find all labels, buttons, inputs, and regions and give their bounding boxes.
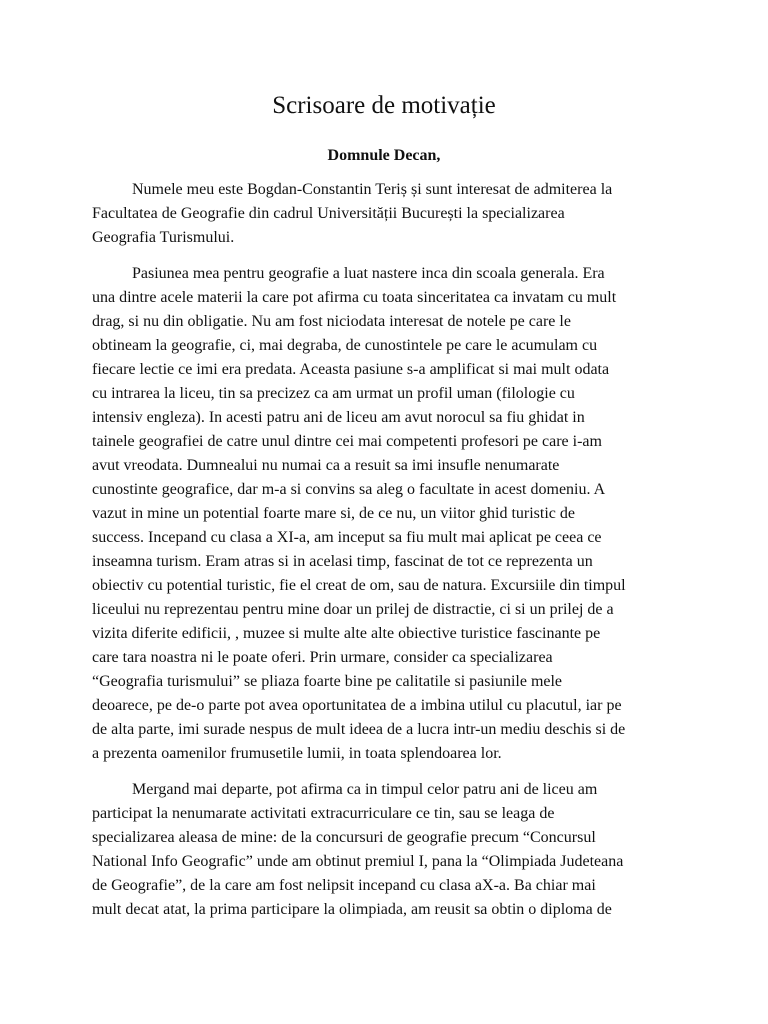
paragraph-line: participat la nenumarate activitati extracurriculare ce tin, sau se leaga de [92, 805, 555, 822]
paragraph-line: Mergand mai departe, pot afirma ca in timpul celor patru ani de liceu am [132, 781, 598, 798]
paragraph-line: inseamna turism. Eram atras si in acelasi timp, fascinat de tot ce reprezenta un [92, 553, 593, 570]
paragraph-line: una dintre acele materii la care pot afirma cu toata sinceritatea ca invatam cu mult [92, 289, 617, 306]
paragraph-line: de Geografie”, de la care am fost nelipsit incepand cu clasa aX-a. Ba chiar mai [92, 877, 596, 894]
paragraph-line: liceului nu reprezentau pentru mine doar un prilej de distractie, ci si un prilej de a [92, 601, 614, 618]
paragraph-line: success. Incepand cu clasa a XI-a, am inceput sa fiu mult mai aplicat pe ceea ce [92, 529, 602, 546]
paragraph-line: National Info Geografic” unde am obtinut premiul I, pana la “Olimpiada Judeteana [92, 853, 624, 870]
paragraph-line: Numele meu este Bogdan-Constantin Teriș și sunt interesat de admiterea la [132, 181, 613, 198]
paragraph-line: obiectiv cu potential turistic, fie el creat de om, sau de natura. Excursiile din timpul [92, 577, 626, 594]
paragraph-line: Geografia Turismului. [92, 229, 235, 246]
paragraph-line: obtineam la geografie, ci, mai degraba, de cunostintele pe care le acumulam cu [92, 337, 598, 354]
document-title: Scrisoare de motivație [272, 92, 496, 119]
paragraph-line: specializarea aleasa de mine: de la concursuri de geografie precum “Concursul [92, 829, 596, 846]
paragraph-line: avut vreodata. Dumnealui nu numai ca a resuit sa imi insufle nenumarate [92, 457, 560, 474]
paragraph-line: care tara noastra ni le poate oferi. Prin urmare, consider ca specializarea [92, 649, 553, 666]
paragraph-line: deoarece, pe de-o parte pot avea oportunitatea de a imbina utilul cu placutul, iar pe [92, 697, 622, 714]
paragraph-line: drag, si nu din obligatie. Nu am fost niciodata interesat de notele pe care le [92, 313, 571, 330]
paragraph-line: a prezenta oamenilor frumusetile lumii, in toata splendoarea lor. [92, 745, 502, 762]
salutation: Domnule Decan, [327, 147, 441, 164]
paragraph-line: vizita diferite edificii, , muzee si multe alte alte obiective turistice fascinante pe [92, 625, 601, 642]
paragraph-line: vazut in mine un potential foarte mare si, de ce nu, un viitor ghid turistic de [92, 505, 575, 522]
paragraph-1 [92, 178, 682, 250]
paragraph-line: fiecare lectie ce imi era predata. Aceasta pasiune s-a amplificat si mai mult odata [92, 361, 610, 378]
paragraph-line: intensiv engleza). In acesti patru ani de liceu am avut norocul sa fiu ghidat in [92, 409, 585, 426]
paragraph-line: de alta parte, imi surade nespus de mult ideea de a lucra intr-un mediu deschis si de [92, 721, 626, 738]
paragraph-line: Facultatea de Geografie din cadrul Universității București la specializarea [92, 205, 565, 222]
paragraph-line: “Geografia turismului” se pliaza foarte bine pe calitatile si pasiunile mele [92, 673, 563, 690]
paragraph-3 [92, 778, 682, 922]
paragraph-line: cunostinte geografice, dar m-a si convins sa aleg o facultate in acest domeniu. A [92, 481, 606, 498]
paragraph-line: mult decat atat, la prima participare la olimpiada, am reusit sa obtin o diploma de [92, 901, 612, 918]
paragraph-line: cu intrarea la liceu, tin sa precizez ca am urmat un profil uman (filologie cu [92, 385, 575, 402]
paragraph-line: tainele geografiei de catre unul dintre cei mai competenti profesori pe care i-am [92, 433, 602, 450]
paragraph-line: Pasiunea mea pentru geografie a luat nastere inca din scoala generala. Era [132, 265, 605, 282]
paragraph-2 [92, 262, 682, 766]
